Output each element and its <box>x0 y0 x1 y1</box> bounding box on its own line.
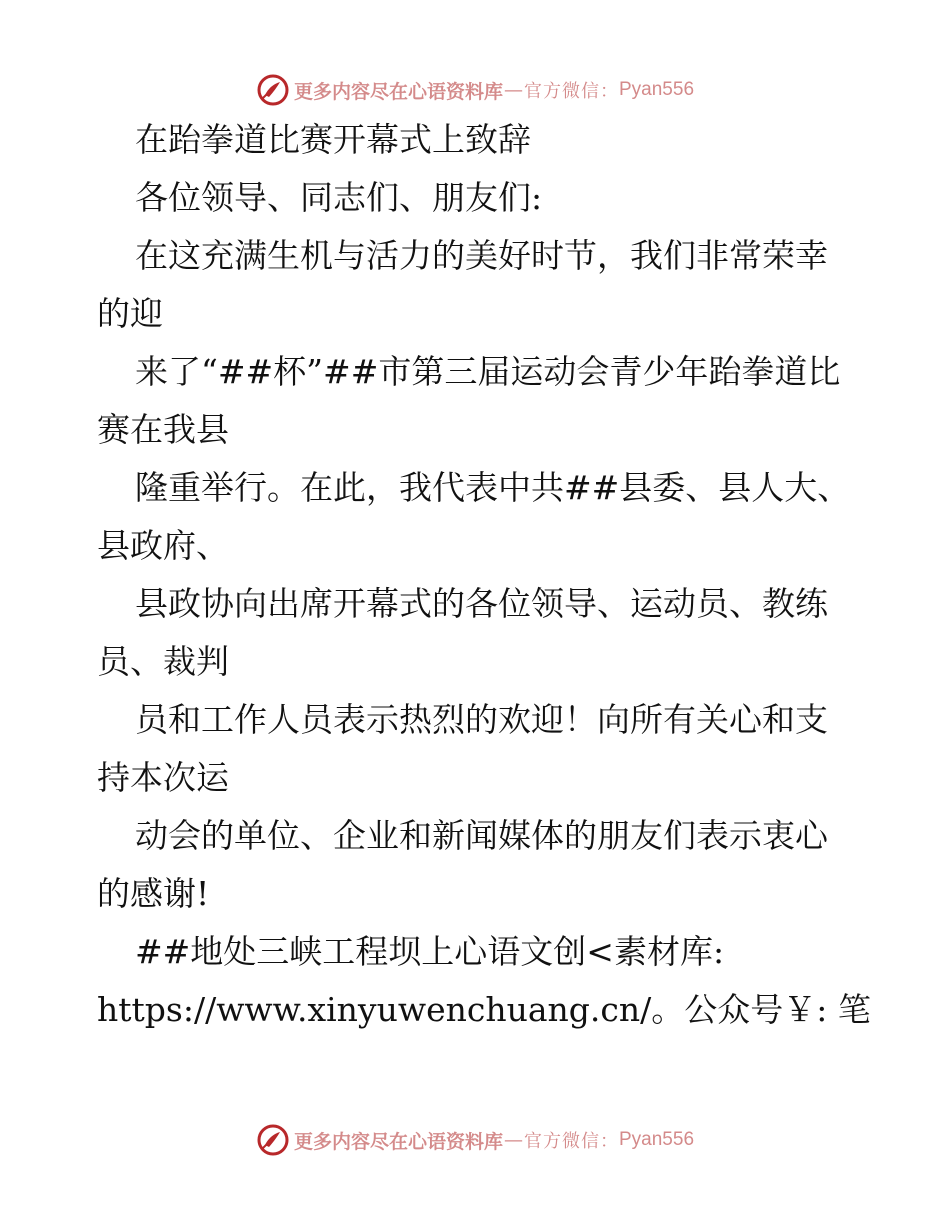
logo-icon <box>256 73 290 107</box>
banner-site-text: 更多内容尽在心语资料库 <box>293 1130 503 1153</box>
paragraph-line: ##地处三峡工程坝上心语文创<素材库: <box>135 932 725 971</box>
document-title: 在跆拳道比赛开幕式上致辞 <box>135 120 531 159</box>
paragraph-line: 县政协向出席开幕式的各位领导、运动员、教练 <box>135 584 828 623</box>
banner-dash: — <box>504 79 523 101</box>
paragraph-line: 动会的单位、企业和新闻媒体的朋友们表示衷心 <box>135 816 828 855</box>
paragraph-line: 员和工作人员表示热烈的欢迎！向所有关心和支 <box>135 700 828 739</box>
banner-wechat-id: Pyan556 <box>619 79 695 100</box>
footer-banner <box>0 1120 950 1160</box>
paragraph-line: 县政府、 <box>97 526 229 565</box>
banner-site-text: 更多内容尽在心语资料库 <box>293 80 503 103</box>
document-salutation: 各位领导、同志们、朋友们: <box>135 178 543 217</box>
banner-wechat-label: 官方微信： <box>524 1131 619 1152</box>
paragraph-line: 的迎 <box>97 294 163 333</box>
paragraph-line: 来了“##杯”##市第三届运动会青少年跆拳道比 <box>135 352 841 391</box>
paragraph-line: 赛在我县 <box>97 410 229 449</box>
banner-wechat-id: Pyan556 <box>619 1129 695 1150</box>
paragraph-line-url: https://www.xinyuwenchuang.cn/。公众号￥: 笔 <box>97 990 871 1029</box>
header-banner <box>0 70 950 110</box>
paragraph-line: 的感谢! <box>97 874 210 913</box>
paragraph-line: 持本次运 <box>97 758 229 797</box>
paragraph-line: 隆重举行。在此，我代表中共##县委、县人大、 <box>135 468 851 507</box>
logo-icon <box>256 1123 290 1157</box>
banner-wechat-label: 官方微信： <box>524 81 619 102</box>
paragraph-line: 在这充满生机与活力的美好时节，我们非常荣幸 <box>135 236 828 275</box>
banner-dash: — <box>504 1129 523 1151</box>
paragraph-line: 员、裁判 <box>97 642 229 681</box>
